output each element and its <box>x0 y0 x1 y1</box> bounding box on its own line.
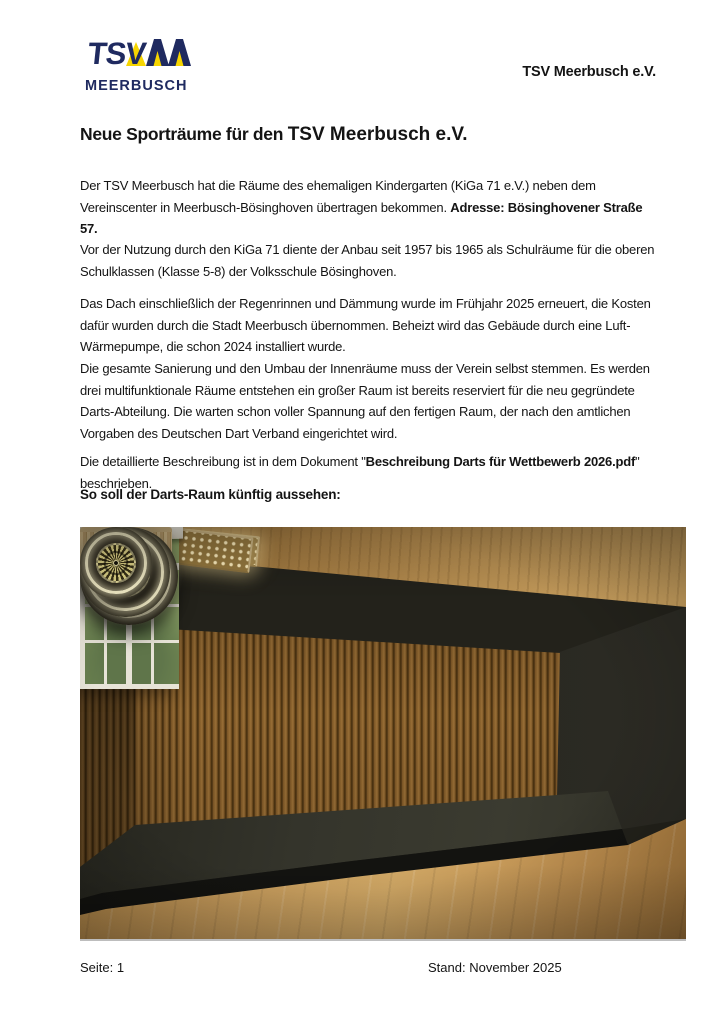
paragraph-address <box>80 175 658 240</box>
darts-room-image <box>80 527 686 939</box>
page-title-prefix: Neue Sporträume für den <box>80 123 288 144</box>
image-caption-heading: So soll der Darts-Raum künftig aussehen: <box>80 487 341 502</box>
footer-page-number: Seite: 1 <box>80 960 125 975</box>
paragraph-text: Die gesamte Sanierung und den Umbau der Innenräume muss der Verein selbst stemmen. Es werden drei multifunktionale Räume entstehen ein großer Raum ist bereits reserviert für die neu gegründete Darts-Abteilung. Die warten schon voller Spannung auf den fertigen Raum, der nach den amtlichen Vorgaben des Deutschen Dart Verband eingerichtet wird. <box>80 361 650 441</box>
club-logo-graphic <box>84 34 214 98</box>
paragraph-history <box>80 239 658 282</box>
dartboard-face <box>96 543 136 583</box>
paragraph-renovation <box>80 358 658 444</box>
logo-meerbusch-text: MEERBUSCH <box>85 78 188 94</box>
page-title <box>80 124 468 146</box>
document-filename-bold: Beschreibung Darts für Wettbewerb 2026.pdf <box>365 454 636 469</box>
paragraph-text: Das Dach einschließlich der Regenrinnen und Dämmung wurde im Frühjahr 2025 erneuert, die Kosten dafür wurden durch die Stadt Meerbusch übernommen. Beheizt wird das Gebäude durch eine Luft-Wärmepumpe, die schon 2024 installiert wurde. <box>80 296 651 354</box>
dartboard <box>80 527 152 599</box>
paragraph-text: Der TSV Meerbusch hat die Räume des ehemaligen Kindergarten (KiGa 71 e.V.) neben dem Vereinscenter in Meerbusch-Bösinghoven übertragen bekommen. <box>80 178 596 215</box>
paragraph-text: Vor der Nutzung durch den KiGa 71 diente der Anbau seit 1957 bis 1965 als Schulräume für die oberen Schulklassen (Klasse 5-8) der Volksschule Bösinghoven. <box>80 242 655 279</box>
paragraph-text: " beschrieben. <box>80 454 640 491</box>
header-org-name: TSV Meerbusch e.V. <box>522 64 656 80</box>
logo-tsv-text: TSV <box>86 36 148 71</box>
footer-date: Stand: November 2025 <box>428 960 562 975</box>
paragraph-text: Die detaillierte Beschreibung ist in dem Dokument " <box>80 454 366 469</box>
club-logo <box>84 34 214 98</box>
paragraph-roof <box>80 293 658 358</box>
page-title-emphasis: TSV Meerbusch e.V. <box>287 123 468 145</box>
address-bold-text: Adresse: Bösinghovener Straße 57. <box>80 199 643 236</box>
